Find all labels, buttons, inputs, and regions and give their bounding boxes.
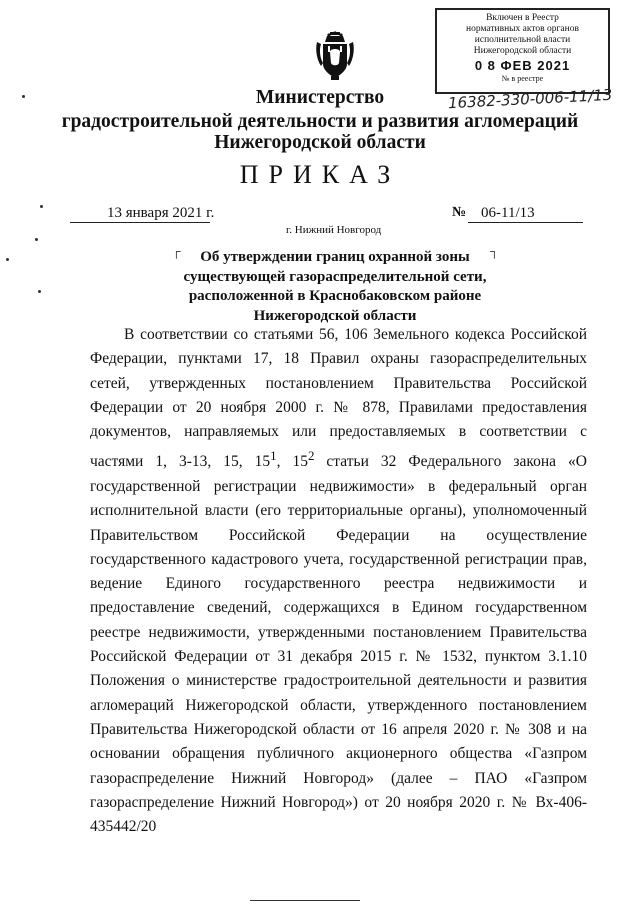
coat-of-arms-icon (313, 30, 357, 82)
number-underline (468, 222, 583, 223)
order-subject: Об утверждении границ охранной зоны существующей газораспределительной сети, расположенной в Краснобаковском районе Нижегородской области (183, 249, 487, 324)
order-title: ПРИКАЗ (239, 160, 401, 189)
ministry-name-line2: градостроительной деятельности и развития агломераций (61, 111, 579, 132)
body-superscript: 1 (270, 448, 277, 464)
body-text-part: статьи 32 Федерального закона «О государственной регистрации недвижимости» в федеральный орган исполнительной власти (его территориальные органы), уполномоченный Правительством Российской Федерации на осуществление государственного кадастрового учета, государственной регистрации прав, ведение Единого государственного реестра недвижимости и предоставление сведений, содержащихся в Едином государственном реестре недвижимости, утвержденными постановлением Правительства Российской Федерации от 31 декабря 2015 г. № 1532, пунктом 3.1.10 Положения о министерстве градостроительной деятельности и развития агломераций Нижегородской области, утвержденного постановлением Правительства Нижегородской области от 16 апреля 2020 г. № 308 и на основании обращения публичного акционерного общества «Газпром газораспределение Нижний Новгород» (далее – ПАО «Газпром газораспределение Нижний Новгород») от 20 ноября 2020 г. № Вх-406-435442/20 (90, 453, 587, 836)
body-text-part: , 15 (276, 453, 308, 471)
order-body (90, 323, 587, 839)
stamp-line: нормативных актов органов (466, 24, 579, 34)
stamp-line: Нижегородской области (473, 46, 572, 56)
scan-mark (40, 205, 43, 208)
subject-close-corner: ┐ (490, 244, 499, 258)
scan-mark (22, 95, 25, 98)
date-underline (70, 222, 210, 223)
stamp-line: исполнительной власти (474, 35, 571, 45)
order-city: г. Нижний Новгород (286, 224, 382, 236)
stamp-date: 0 8 ФЕВ 2021 (474, 58, 571, 73)
order-date: 13 января 2021 г. (107, 205, 215, 221)
registry-number: 16382-330-006-11/13 (447, 85, 613, 113)
ministry-name-line1: Министерство (255, 87, 385, 108)
body-superscript: 2 (307, 448, 315, 464)
registry-stamp (435, 8, 610, 94)
ministry-name-line3: Нижегородской области (214, 132, 426, 153)
subject-open-corner: ┌ (172, 244, 181, 258)
scan-mark (38, 290, 41, 293)
order-number: 06-11/13 (481, 205, 535, 221)
stamp-reg-label: № в реестре (501, 74, 544, 83)
scan-mark (35, 238, 38, 241)
scan-bottom-line (250, 900, 360, 901)
scan-mark (6, 258, 9, 261)
body-text-part: В соответствии со статьями 56, 106 Земельного кодекса Российской Федерации, пунктами 17, 18 Правил охраны газораспределительных сетей, утвержденных постановлением Правительства Российской Федерации от 20 ноября 2000 г. № 878, Правилами предоставления документов, направляемых или предоставляемых в соответствии с частями 1, 3-13, 15, 15 (90, 326, 587, 471)
body-paragraph (90, 323, 587, 839)
order-number-sign: № (452, 205, 467, 220)
stamp-line: Включен в Реестр (486, 13, 559, 23)
